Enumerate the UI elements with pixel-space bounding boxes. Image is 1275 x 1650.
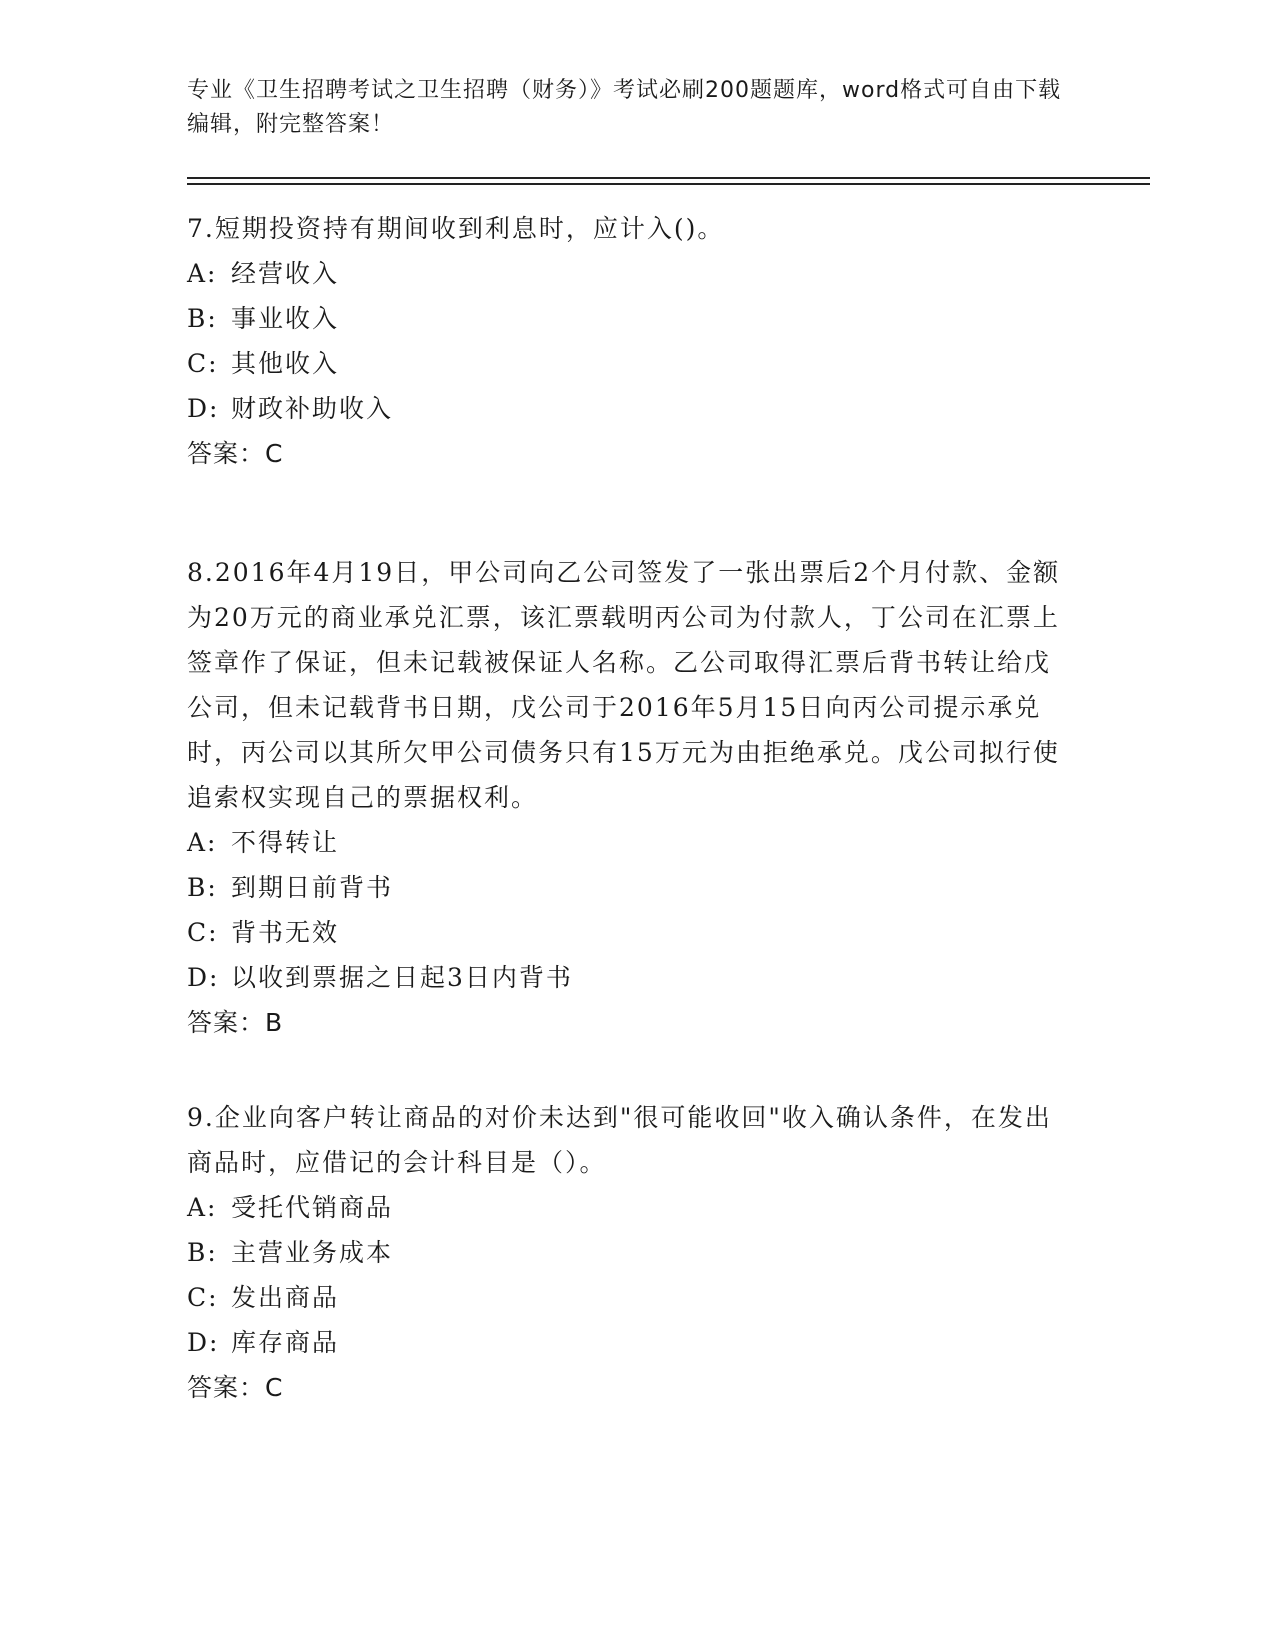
option-text: 背书无效 — [231, 918, 340, 947]
option-a — [187, 820, 1067, 865]
option-key: D: — [187, 394, 220, 423]
option-d — [187, 386, 1067, 431]
option-c — [187, 910, 1067, 955]
answer-line: 答案：C — [187, 1373, 284, 1402]
option-text: 财政补助收入 — [231, 394, 394, 423]
option-text: 其他收入 — [231, 349, 340, 378]
question-8 — [187, 550, 1067, 1045]
option-key: A: — [187, 259, 218, 288]
question-7 — [187, 206, 1067, 476]
option-key: D: — [187, 963, 220, 992]
document-header: 专业《卫生招聘考试之卫生招聘（财务）》考试必刷200题题库，word格式可自由下载编辑，附完整答案！ — [187, 78, 1062, 137]
option-key: A: — [187, 1193, 218, 1222]
header-divider-top — [187, 177, 1150, 179]
option-text: 不得转让 — [231, 828, 340, 857]
option-key: C: — [187, 918, 219, 947]
option-a — [187, 1185, 1067, 1230]
option-d — [187, 1320, 1067, 1365]
option-b — [187, 1230, 1067, 1275]
option-text: 事业收入 — [231, 304, 340, 333]
option-b — [187, 296, 1067, 341]
option-c — [187, 341, 1067, 386]
option-key: C: — [187, 1283, 219, 1312]
question-9 — [187, 1095, 1067, 1410]
header-divider-bottom — [187, 183, 1150, 185]
option-d — [187, 955, 1067, 1000]
question-stem: 8.2016年4月19日，甲公司向乙公司签发了一张出票后2个月付款、金额为20万元的商业承兑汇票，该汇票载明丙公司为付款人，丁公司在汇票上签章作了保证，但未记载被保证人名称。乙公司取得汇票后背书转让给戊公司，但未记载背书日期，戊公司于2016年5月15日向丙公司提示承兑时，丙公司以其所欠甲公司债务只有15万元为由拒绝承兑。戊公司拟行使追索权实现自己的票据权利。 — [187, 558, 1061, 812]
option-text: 到期日前背书 — [231, 873, 394, 902]
option-c — [187, 1275, 1067, 1320]
option-key: A: — [187, 828, 218, 857]
option-text: 受托代销商品 — [231, 1193, 394, 1222]
option-text: 经营收入 — [231, 259, 340, 288]
option-key: D: — [187, 1328, 220, 1357]
answer-line: 答案：C — [187, 439, 284, 468]
question-stem: 9.企业向客户转让商品的对价未达到"很可能收回"收入确认条件，在发出商品时，应借记的会计科目是（）。 — [187, 1103, 1052, 1177]
answer-line: 答案：B — [187, 1008, 284, 1037]
option-text: 主营业务成本 — [231, 1238, 394, 1267]
option-b — [187, 865, 1067, 910]
option-text: 发出商品 — [231, 1283, 340, 1312]
option-key: B: — [187, 1238, 218, 1267]
question-stem: 7.短期投资持有期间收到利息时，应计入()。 — [187, 214, 725, 243]
option-key: B: — [187, 304, 218, 333]
option-key: B: — [187, 873, 218, 902]
option-key: C: — [187, 349, 219, 378]
option-text: 以收到票据之日起3日内背书 — [231, 963, 573, 992]
option-a — [187, 251, 1067, 296]
option-text: 库存商品 — [231, 1328, 340, 1357]
